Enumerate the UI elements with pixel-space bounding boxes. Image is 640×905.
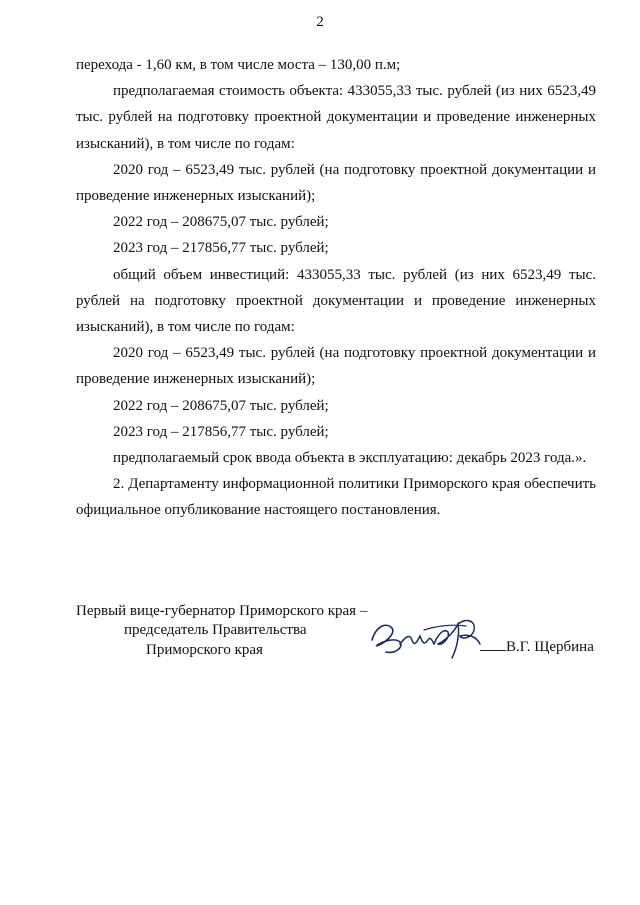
- signature-block: [76, 602, 596, 682]
- paragraph-investment-2020: 2020 год – 6523,49 тыс. рублей (на подготовку проектной документации и проведение инженерных изысканий);: [76, 345, 596, 388]
- document-body: [76, 52, 596, 524]
- signer-dash: [480, 650, 506, 651]
- paragraph-cost-2020: 2020 год – 6523,49 тыс. рублей (на подготовку проектной документации и проведение инженерных изысканий);: [76, 161, 596, 205]
- paragraph-cost-2022: 2022 год – 208675,07 тыс. рублей;: [113, 214, 329, 231]
- signer-title-line-1: Первый вице-губернатор Приморского края –: [76, 603, 368, 619]
- paragraph-investment-2022: 2022 год – 208675,07 тыс. рублей;: [113, 397, 329, 414]
- paragraph-publication-order: 2. Департаменту информационной политики Приморского края обеспечить официальное опубликование настоящего постановления.: [76, 476, 596, 519]
- paragraph-crossing-length: перехода - 1,60 км, в том числе моста – 130,00 п.м;: [76, 57, 401, 73]
- handwritten-signature: [366, 610, 496, 662]
- signer-title-line-3: Приморского края: [146, 642, 263, 658]
- signer-name: В.Г. Щербина: [506, 639, 594, 655]
- paragraph-cost-2023: 2023 год – 217856,77 тыс. рублей;: [113, 240, 329, 257]
- paragraph-total-investment: общий объем инвестиций: 433055,33 тыс. рублей (из них 6523,49 тыс. рублей на подготовку проектной документации и проведение инженерных изысканий), в том числе по годам:: [76, 266, 596, 336]
- signer-title-line-2: председатель Правительства: [124, 622, 307, 638]
- paragraph-investment-2023: 2023 год – 217856,77 тыс. рублей;: [113, 423, 329, 440]
- paragraph-commissioning-date: предполагаемый срок ввода объекта в эксплуатацию: декабрь 2023 года.».: [113, 450, 587, 467]
- paragraph-estimated-cost: предполагаемая стоимость объекта: 433055,33 тыс. рублей (из них 6523,49 тыс. рублей на подготовку проектной документации и проведение инженерных изысканий), в том числе по годам:: [76, 83, 596, 152]
- page-number: 2: [316, 14, 324, 30]
